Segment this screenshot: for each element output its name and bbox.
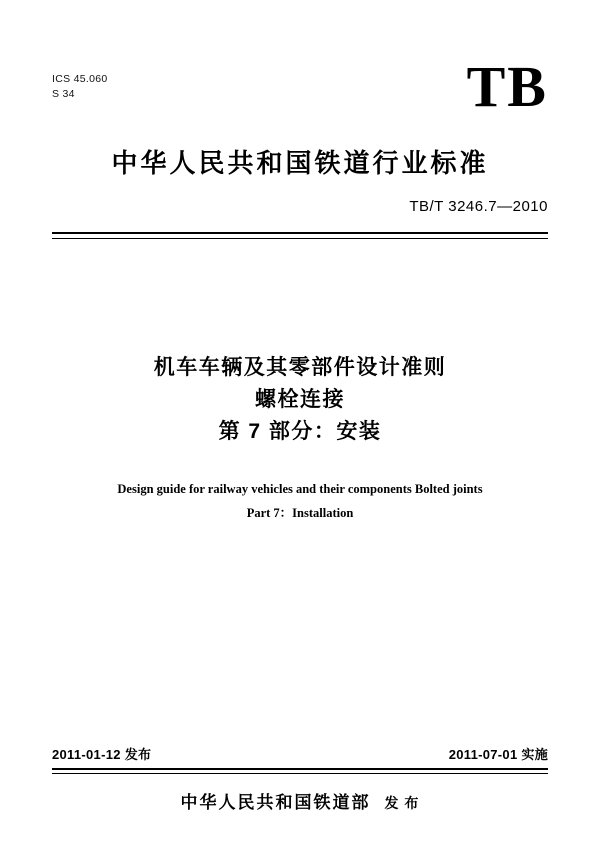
title-chinese-line-2: 螺栓连接 [255, 387, 345, 411]
header-rule-thick [52, 232, 548, 234]
publisher-issue-label: 发 布 [384, 795, 420, 811]
title-chinese [0, 352, 600, 448]
standard-number: TB/T 3246.7—2010 [409, 198, 548, 215]
classification-code: S 34 [52, 88, 75, 101]
footer-rule-thin [52, 773, 548, 774]
ics-block [52, 72, 108, 102]
title-english-line-2: Part 7：Installation [246, 505, 354, 520]
header-rule-thin [52, 238, 548, 239]
title-english-line-1: Design guide for railway vehicles and their components Bolted joints [117, 482, 483, 496]
publisher-name: 中华人民共和国铁道部 [180, 793, 371, 812]
title-chinese-line-3: 第 7 部分：安装 [218, 419, 382, 443]
title-english [0, 478, 600, 526]
ics-code: ICS 45.060 [52, 73, 108, 85]
publisher-block [0, 788, 600, 813]
issue-date: 2011-01-12 发布 [52, 747, 152, 762]
title-chinese-line-1: 机车车辆及其零部件设计准则 [153, 356, 447, 379]
footer-rule-thick [52, 768, 548, 770]
date-row [52, 744, 548, 763]
implement-date: 2011-07-01 实施 [448, 747, 548, 762]
tb-logo: TB [466, 54, 548, 119]
standard-org-title: 中华人民共和国铁道行业标准 [111, 148, 489, 178]
